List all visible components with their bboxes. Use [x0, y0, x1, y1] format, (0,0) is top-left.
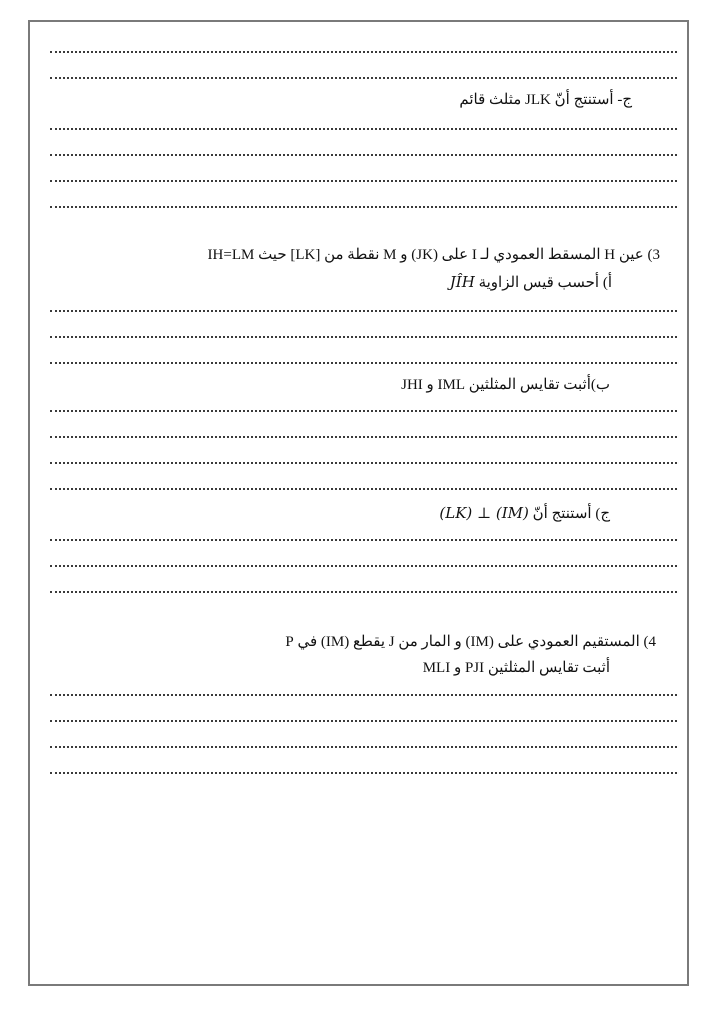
answer-line: [50, 77, 677, 79]
q4-task: أثبت تقايس المثلثين PJI و MLI: [422, 660, 610, 676]
part2-question-c: ج- أستنتج أنّ JLK مثلث قائم: [459, 92, 632, 108]
answer-line: [50, 362, 677, 364]
answer-line: [50, 336, 677, 338]
answer-line: [50, 128, 677, 130]
answer-line: [50, 206, 677, 208]
answer-line: [50, 51, 677, 53]
answer-line: [50, 310, 677, 312]
q3-part-c-math: (LK) ⊥ (IM): [439, 504, 529, 522]
answer-line: [50, 720, 677, 722]
q3-part-a: [450, 272, 612, 293]
answer-line: [50, 746, 677, 748]
q3-part-c-text: ج) أستنتج أنّ: [528, 506, 610, 522]
answer-line: [50, 488, 677, 490]
answer-line: [50, 154, 677, 156]
q4-statement: 4) المستقيم العمودي على (IM) و المار من J يقطع (IM) في P: [285, 634, 656, 650]
answer-line: [50, 462, 677, 464]
answer-line: [50, 436, 677, 438]
answer-line: [50, 694, 677, 696]
q3-part-a-angle: JÎH: [449, 273, 475, 291]
q3-statement: 3) عين H المسقط العمودي لـ I على (JK) و M نقطة من [LK] حيث IH=LM: [207, 247, 660, 263]
q3-part-a-text: أ) أحسب قيس الزاوية: [474, 275, 612, 291]
answer-line: [50, 539, 677, 541]
answer-line: [50, 180, 677, 182]
answer-line: [50, 565, 677, 567]
q3-part-c: [439, 503, 610, 524]
q3-part-b: ب)أثبت تقايس المثلثين IML و JHI: [401, 377, 610, 393]
answer-line: [50, 591, 677, 593]
answer-line: [50, 772, 677, 774]
answer-line: [50, 410, 677, 412]
